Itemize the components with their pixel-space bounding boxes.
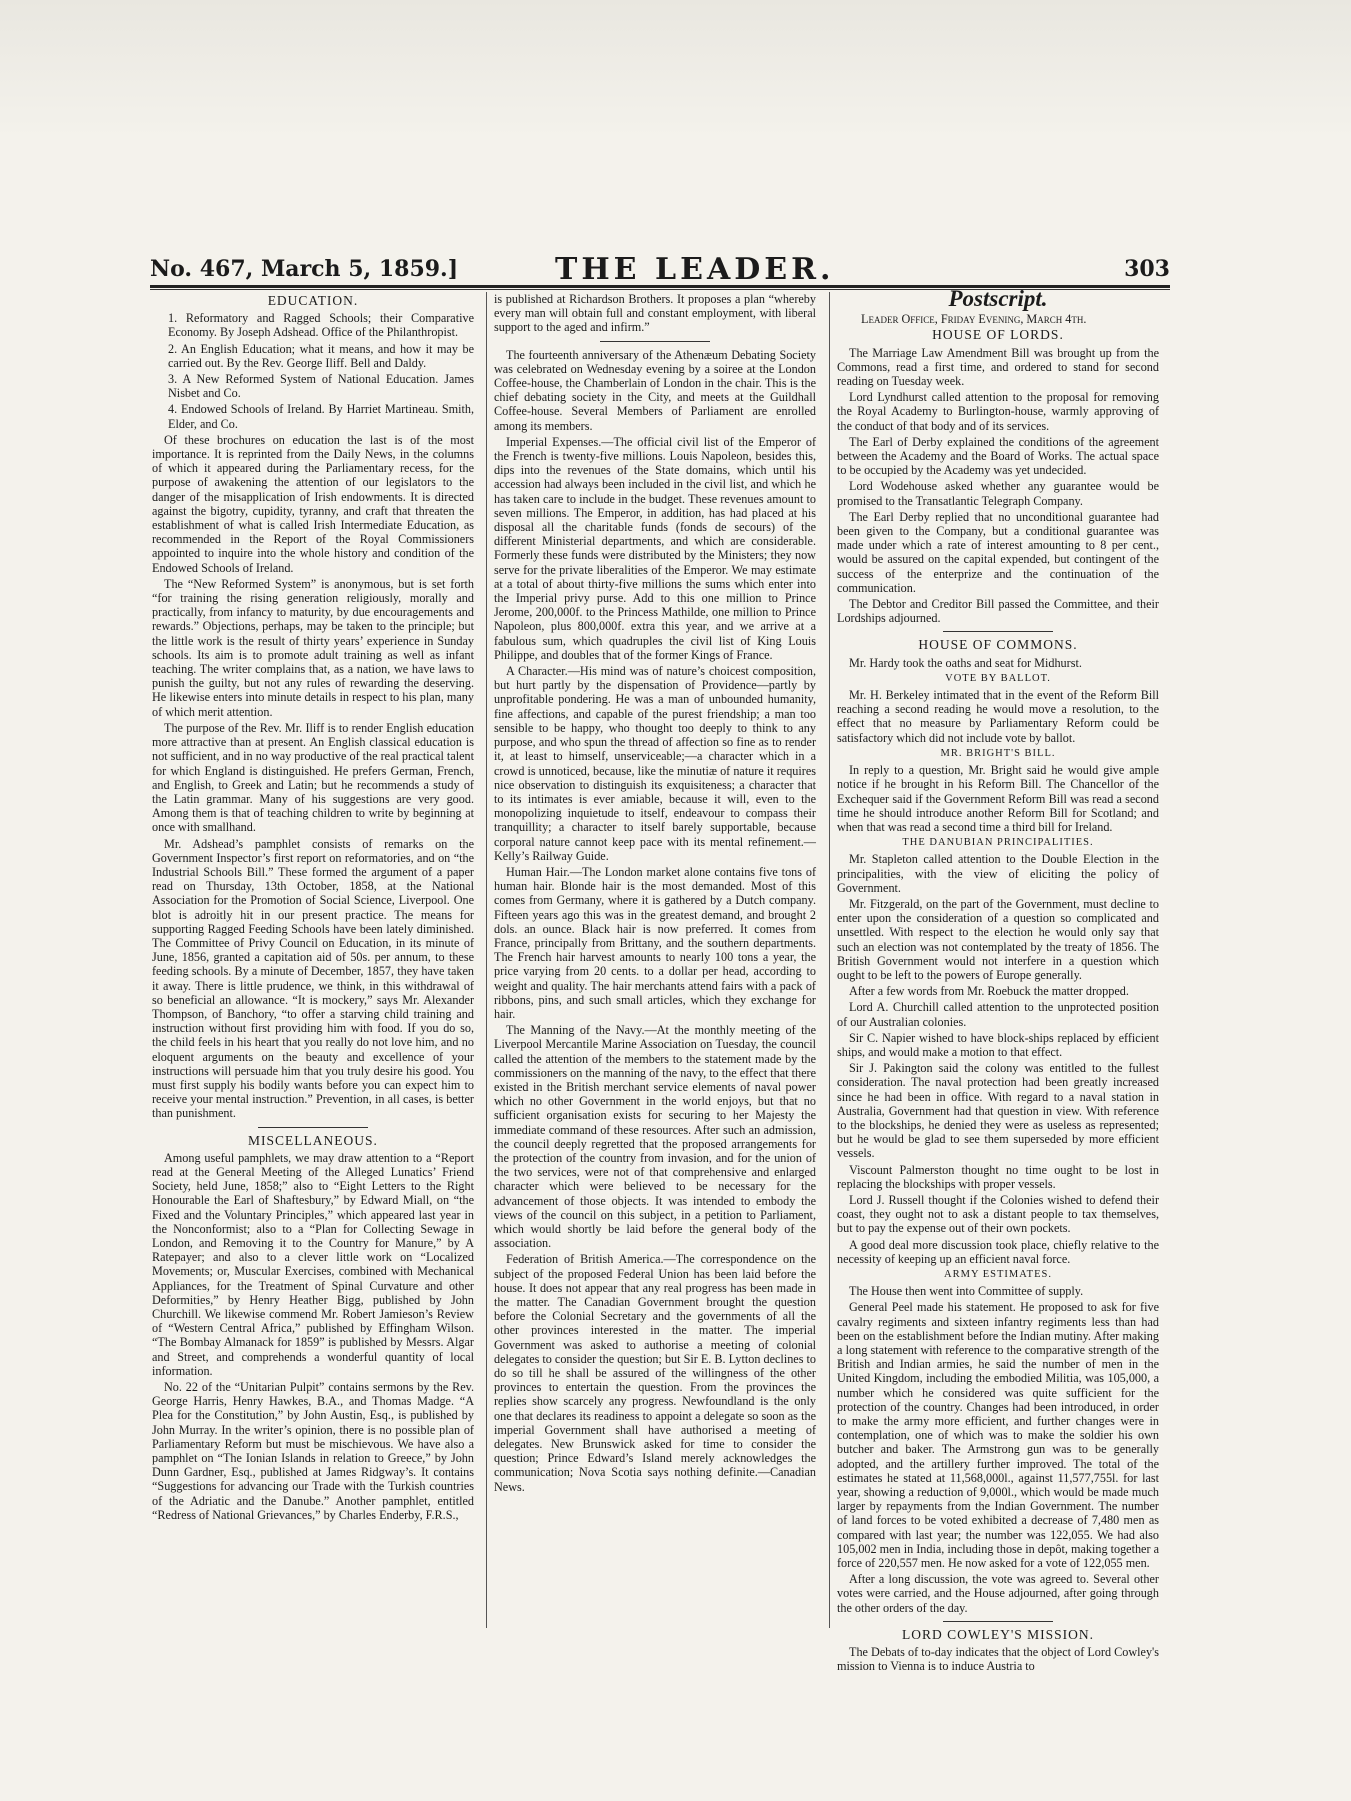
article-paragraph: After a long discussion, the vote was agreed to. Several other votes were carried, and the House adjourned, after going through the other orders of the day. (837, 1572, 1159, 1615)
column-2 (494, 292, 816, 1630)
article-paragraph: A good deal more discussion took place, chiefly relative to the necessity of keeping up an efficient naval force. (837, 1237, 1159, 1266)
article-paragraph: In reply to a question, Mr. Bright said he would give ample notice if he brought in his Reform Bill. The Chancellor of the Exchequer said if the Government Reform Bill was read a second time he should introduce another Reform Bill for Scotland; and when that was read a second time a third bill for Ireland. (837, 763, 1159, 834)
book-reference: 3. A New Reformed System of National Education. James Nisbet and Co. (168, 372, 474, 401)
column-1 (152, 292, 474, 1630)
article-paragraph: Lord Wodehouse asked whether any guarantee would be promised to the Transatlantic Telegraph Company. (837, 479, 1159, 508)
book-reference: 1. Reformatory and Ragged Schools; their Comparative Economy. By Joseph Adshead. Office of the Philanthropist. (168, 311, 474, 340)
article-paragraph: Sir J. Pakington said the colony was entitled to the fullest consideration. The naval protection had been greatly increased since he had been in office. With regard to a naval station in Australia, Government had that question in view. With reference to the blockships, he denied they were as useless as represented; but he would be glad to see them superseded by more efficient vessels. (837, 1061, 1159, 1161)
article-paragraph: The Earl Derby replied that no unconditional guarantee had been given to the Company, but a conditional guarantee was made under which a rate of interest amounting to 8 per cent., would be assured on the capital expended, but contingent of the success of the enterprize and the continuation of the communication. (837, 509, 1159, 595)
section-title-lords: HOUSE OF LORDS. (932, 327, 1064, 343)
column-separator (829, 292, 830, 1628)
subsection-title: THE DANUBIAN PRINCIPALITIES. (902, 837, 1094, 849)
article-paragraph: Mr. Hardy took the oaths and seat for Midhurst. (849, 655, 1082, 670)
article-paragraph: Mr. Stapleton called attention to the Double Election in the principalities, with the view of eliciting the policy of Government. (837, 852, 1159, 895)
issue-date: No. 467, March 5, 1859.] (150, 256, 459, 282)
column-3 (837, 286, 1159, 1674)
section-title-cowley: LORD COWLEY'S MISSION. (901, 1626, 1095, 1642)
section-title-commons: HOUSE OF COMMONS. (918, 637, 1078, 653)
article-paragraph: The Debtor and Creditor Bill passed the Committee, and their Lordships adjourned. (837, 597, 1159, 626)
postscript-header: Postscript. (948, 286, 1048, 311)
article-paragraph: The Marriage Law Amendment Bill was brought up from the Commons, read a first time, and ordered to stand for second reading on Tuesday week. (837, 345, 1159, 389)
article-paragraph: Viscount Palmerston thought no time ought to be lost in replacing the blockships with proper vessels. (837, 1162, 1159, 1191)
article-paragraph: The “New Reformed System” is anonymous, but is set forth “for training the rising generation religiously, morally and practically, from infancy to maturity, by due encouragements and rewards.” Objections, perhaps, may be taken to the principle; but the little work is the result of thirty years’ experience in Sunday schools. Its aim is to promote adult training as well as infant teaching. The writer complains that, as a nation, we have laws to punish the guilty, but not any rules of rewarding the deserving. He likewise enters into minute details in respect to his plan, many of which merit attention. (152, 576, 474, 719)
article-paragraph: Mr. Adshead’s pamphlet consists of remarks on the Government Inspector’s first report on reformatories, and on “the Industrial Schools Bill.” These formed the argument of a paper read on Thursday, 13th October, 1858, at the National Association for the Promotion of Social Science, Liverpool. One blot is adroitly hit in our present practice. The means for supporting Ragged Feeding Schools have been lately diminished. The Committee of Privy Council on Education, in its minute of June, 1856, granted a capitation aid of 50s. per annum, to these feeding schools. By a minute of December, 1857, they have taken it away. There is little prudence, we think, in this withdrawal of so beneficial an allowance. “It is mockery,” says Mr. Alexander Thompson, of Banchory, “to offer a starving child training and instruction without first providing him with food. If you do so, the child feels in his heart that you really do not love him, and no eloquent arguments on the beauty and excellence of your instructions will persuade him that you truly desire his good. You must first supply his bodily wants before you can expect him to receive your mental instruction.” Prevention, in all cases, is better than punishment. (152, 836, 474, 1121)
article-paragraph: Imperial Expenses.—The official civil list of the Emperor of the French is twenty-five millions. Louis Napoleon, besides this, dips into the revenues of the State domains, which until his accession had always been included in the civil list, and which he has taken care to include in the budget. These revenues amount to seven millions. The Emperor, in addition, has had placed at his disposal all the charitable funds (fonds de secours) of the different Ministerial departments, and which are considerable. Formerly these funds were distributed by the Ministers; they now serve for the private liberalities of the Emperor. We may estimate at a total of about thirty-five millions the sums which enter into the Imperial privy purse. Add to this one million to Prince Jerome, 200,000f. to the Princess Mathilde, one million to Prince Napoleon, plus 800,000f. extra this year, and we arrive at a fabulous sum, which quadruples the civil list of King Louis Philippe, and doubles that of the former Kings of France. (494, 434, 816, 662)
article-paragraph: is published at Richardson Brothers. It proposes a plan “whereby every man will obtain full and constant employment, with liberal support to the aged and infirm.” (494, 292, 816, 335)
book-reference: 2. An English Education; what it means, and how it may be carried out. By the Rev. George Iliff. Bell and Daldy. (168, 341, 474, 370)
masthead (150, 252, 1170, 287)
section-divider (943, 631, 1053, 632)
scan-margin (0, 0, 1351, 140)
article-paragraph: The Manning of the Navy.—At the monthly meeting of the Liverpool Mercantile Marine Association on Tuesday, the council called the attention of the members to the statement made by the commissioners on the manning of the navy, to the effect that there existed in the British merchant service elements of naval power which no other Government in the world enjoys, but that no sufficient organisation exists for securing to her Majesty the immediate command of these resources. After such an admission, the council deeply regretted that the proposed arrangements for the protection of the country from invasion, and for the union of the two services, were not of that comprehensive and enlarged character which were believed to be necessary for the advancement of those objects. It was intended to embody the views of the council on this subject, in a petition to Parliament, which would shortly be laid before the general body of the association. (494, 1023, 816, 1251)
dateline: Leader Office, Friday Evening, March 4th. (861, 312, 1087, 327)
article-paragraph: Lord J. Russell thought if the Colonies wished to defend their coast, they ought not to ask a distant people to tax themselves, but to pay the expense out of their own pockets. (837, 1192, 1159, 1236)
article-paragraph: The purpose of the Rev. Mr. Iliff is to render English education more attractive than at present. An English classical education is not sufficient, and in no way productive of the real practical talent for which England is distinguished. He prefers German, French, and English, to Greek and Latin; but he recommends a study of the Latin grammar. Many of his suggestions are very good. Among them is that of teaching children to write by beginning at once with smallhand. (152, 720, 474, 835)
section-divider (600, 341, 710, 342)
article-paragraph: Mr. Fitzgerald, on the part of the Government, must decline to enter upon the consideration of a question so complicated and unsettled. With respect to the election he would only say that such an election was not contemplated by the treaty of 1856. The British Government would not interfere in a question which ought to be left to the powers of Europe generally. (837, 896, 1159, 982)
article-paragraph: Lord A. Churchill called attention to the unprotected position of our Australian colonies. (837, 1000, 1159, 1029)
article-paragraph: No. 22 of the “Unitarian Pulpit” contains sermons by the Rev. George Harris, Henry Hawkes, B.A., and Thomas Madge. “A Plea for the Constitution,” by John Austin, Esq., is published by John Murray. In the writer’s opinion, there is no possible plan of Parliamentary Reform but must be mischievous. We have also a pamphlet on “The Ionian Islands in relation to Greece,” by John Dunn Gardner, Esq., published at James Ridgway’s. It contains “Suggestions for advancing our Trade with the Turkish countries of the Adriatic and the Danube.” Another pamphlet, entitled “Redress of National Grievances,” by Charles Enderby, F.R.S., (152, 1380, 474, 1522)
article-paragraph: The Debats of to-day indicates that the object of Lord Cowley's mission to Vienna is to induce Austria to (837, 1645, 1159, 1674)
article-paragraph: Among useful pamphlets, we may draw attention to a “Report read at the General Meeting of the Alleged Lunatics’ Friend Society, held June, 1858;” also to “Eight Letters to the Right Honourable the Earl of Shaftesbury,” by Edward Miall, on “the Fixed and the Voluntary Principles,” which appeared last year in the Nonconformist; also to a “Plan for Collecting Sewage in London, and Removing it to the Country for Manure,” by A Ratepayer; and also to a clever little work on “Localized Movements; or, Muscular Exercises, combined with Mechanical Appliances, for the Treatment of Spinal Curvature and other Deformities,” by Henry Heather Bigg, published by John Churchill. We likewise commend Mr. Robert Jamieson’s Review of “Western Central Africa,” published by Effingham Wilson. “The Bombay Almanack for 1859” is published by Messrs. Algar and Street, and comprehends a wonderful quantity of local information. (152, 1150, 474, 1378)
subsection-title: MR. BRIGHT'S BILL. (940, 747, 1056, 759)
book-reference: 4. Endowed Schools of Ireland. By Harriet Martineau. Smith, Elder, and Co. (168, 402, 474, 431)
article-paragraph: After a few words from Mr. Roebuck the matter dropped. (849, 984, 1129, 999)
article-paragraph: Human Hair.—The London market alone contains five tons of human hair. Blonde hair is the most demanded. Most of this comes from Germany, where it is gathered by a Dutch company. Fifteen years ago this was in the greatest demand, and brought 2 dols. an ounce. Black hair is now preferred. It comes from France, principally from Brittany, and the southern departments. The French hair harvest amounts to nearly 100 tons a year, the price varying from 20 cents. to a dollar per head, according to weight and quality. The hair merchants attend fairs with a pack of ribbons, pins, and such small articles, which they exchange for hair. (494, 864, 816, 1021)
article-paragraph: The fourteenth anniversary of the Athenæum Debating Society was celebrated on Wednesday evening by a soiree at the London Coffee-house, the Chamberlain of London in the chair. This is the chief debating society in the City, and meets at the Guildhall Coffee-house. Several Members of Parliament are enrolled among its members. (494, 347, 816, 433)
article-paragraph: Federation of British America.—The correspondence on the subject of the proposed Federal Union has been laid before the house. It does not appear that any real progress has been made in the matter. The Canadian Government brought the question before the Colonial Secretary and the governments of all the other provinces interested in the matter. The imperial Government was asked to authorise a meeting of colonial delegates to consider the question; but Sir E. B. Lytton declines to do so till he shall be assured of the willingness of the other provinces to entertain the question. From the provinces the replies show scarcely any progress. Newfoundland is the only one that declares its readiness to appoint a delegate so soon as the imperial Government shall have authorised a meeting of delegates. New Brunswick asked for time to consider the question; Prince Edward’s Island merely acknowledges the communication; Nova Scotia says nothing definite.—Canadian News. (494, 1252, 816, 1494)
section-title-education: EDUCATION. (267, 293, 359, 308)
newspaper-title: THE LEADER. (555, 252, 835, 287)
section-title-miscellaneous: MISCELLANEOUS. (248, 1132, 378, 1148)
article-paragraph: A Character.—His mind was of nature’s choicest composition, but hurt partly by the dispensation of Providence—partly by unprofitable pondering. He was a man of unbounded humanity, fine affections, and capable of the purest friendship; a man too sensible to be happy, who thought too deeply to think to any purpose, and who spun the thread of affection so fine as to render it, at least to himself, unserviceable;—a character which in a crowd is unnoticed, because, like the minutiæ of nature it requires nice observation to distinguish its exquisiteness; a character that to its intimates is ever amiable, because it will, even to the monopolizing inquietude to itself, endeavour to compass their tranquillity; a character to itself barely supportable, because corporal nature cannot keep pace with its mental refinement.—Kelly’s Railway Guide. (494, 664, 816, 863)
section-divider (943, 1621, 1053, 1622)
article-paragraph: General Peel made his statement. He proposed to ask for five cavalry regiments and sixteen infantry regiments less than had been on the establishment before the Indian mutiny. After making a long statement with reference to the comparative strength of the British and Indian armies, he said the number of men in the United Kingdom, including the embodied Militia, was 105,000, a number which he considered was quite sufficient for the protection of the country. Changes had been introduced, in order to make the army more efficient, and further changes were in contemplation, one of which was to make the soldier his own butcher and baker. The Armstrong gun was to be generally adopted, and the artillery further improved. The total of the estimates he stated at 11,568,000l., against 11,577,755l. for last year, showing a reduction of 9,000l., which would be made much larger by repayments from the Indian Government. The number of land forces to be voted exhibited a decrease of 7,480 men as compared with last year; the number was 122,055. We had also 105,002 men in India, including those in depôt, making together a force of 220,557 men. He now asked for a vote of 122,055 men. (837, 1300, 1159, 1571)
article-paragraph: Sir C. Napier wished to have block-ships replaced by efficient ships, and would make a motion to that effect. (837, 1030, 1159, 1059)
page-number: 303 (1124, 256, 1170, 282)
article-paragraph: The House then went into Committee of supply. (849, 1284, 1084, 1299)
article-paragraph: Lord Lyndhurst called attention to the proposal for removing the Royal Academy to Burlington-house, warmly approving of the conduct of that body and of its services. (837, 390, 1159, 433)
article-paragraph: Of these brochures on education the last is of the most importance. It is reprinted from the Daily News, in the columns of which it appeared during the Parliamentary recess, for the purpose of awakening the attention of our legislators to the danger of the misapplication of Irish endowments. It is directed against the bigotry, cupidity, tyranny, and craft that threaten the establishment of what is called Irish Intermediate Education, as recommended in the Report of the Royal Commissioners appointed to inquire into the whole history and condition of the Endowed Schools of Ireland. (152, 432, 474, 575)
column-separator (486, 292, 487, 1628)
article-paragraph: The Earl of Derby explained the conditions of the agreement between the Academy and the Board of Works. The actual space to be occupied by the Academy was yet undecided. (837, 434, 1159, 478)
subsection-title: ARMY ESTIMATES. (944, 1269, 1052, 1280)
article-paragraph: Mr. H. Berkeley intimated that in the event of the Reform Bill reaching a second reading he would move a resolution, to the effect that no measure by Parliamentary Reform could be satisfactory which did not include vote by ballot. (837, 688, 1159, 745)
subsection-title: VOTE BY BALLOT. (945, 672, 1051, 684)
section-divider (258, 1127, 368, 1128)
